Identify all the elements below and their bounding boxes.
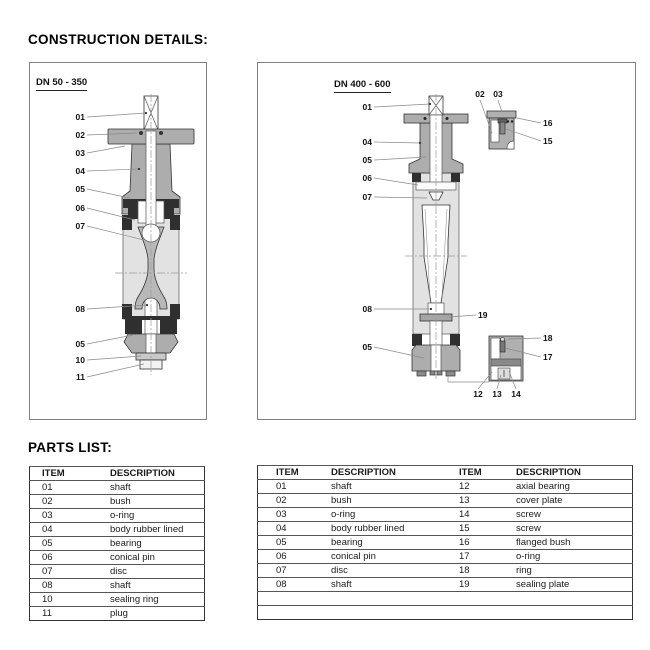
table-cell bbox=[516, 606, 633, 620]
callout-03: 03 bbox=[75, 148, 85, 158]
table-cell bbox=[459, 592, 516, 606]
callout-15: 15 bbox=[543, 136, 553, 146]
callout-05: 05 bbox=[75, 184, 85, 194]
table-row bbox=[258, 592, 633, 606]
table-cell: 07 bbox=[258, 564, 332, 578]
detail-inset-bottom bbox=[489, 336, 523, 381]
table-row bbox=[30, 579, 205, 593]
table-row bbox=[258, 578, 633, 592]
callout-04: 04 bbox=[362, 137, 372, 147]
callout-08: 08 bbox=[362, 304, 372, 314]
callout-08: 08 bbox=[75, 304, 85, 314]
callout-02: 02 bbox=[75, 130, 85, 140]
table-cell bbox=[258, 592, 332, 606]
callout-labels bbox=[76, 112, 86, 382]
table-row bbox=[30, 593, 205, 607]
table-cell: conical pin bbox=[331, 550, 459, 564]
column-header: DESCRIPTION bbox=[516, 466, 633, 480]
table-row bbox=[30, 481, 205, 495]
bush-mark bbox=[424, 117, 427, 120]
table-cell: disc bbox=[110, 565, 205, 579]
callout-11: 11 bbox=[76, 372, 85, 382]
callout-06: 06 bbox=[362, 173, 372, 183]
bottom-packing-left bbox=[125, 318, 142, 334]
table-cell: 17 bbox=[459, 550, 516, 564]
table-cell: 10 bbox=[30, 593, 111, 607]
table-cell: o-ring bbox=[331, 508, 459, 522]
callout-13: 13 bbox=[492, 389, 502, 399]
table-header bbox=[258, 466, 633, 480]
table-row bbox=[258, 564, 633, 578]
table-row bbox=[30, 509, 205, 523]
table-cell: 11 bbox=[30, 607, 111, 621]
table-cell: bush bbox=[110, 495, 205, 509]
table-cell: 16 bbox=[459, 536, 516, 550]
parts-table-right bbox=[257, 465, 633, 620]
flanged-bush bbox=[500, 341, 505, 352]
table-cell: shaft bbox=[331, 480, 459, 494]
table-cell: 03 bbox=[30, 509, 111, 523]
callout-16: 16 bbox=[543, 118, 553, 128]
callout-04: 04 bbox=[75, 166, 85, 176]
table-header bbox=[30, 467, 205, 481]
table-cell: 06 bbox=[258, 550, 332, 564]
table-row bbox=[258, 606, 633, 620]
callout-05: 05 bbox=[362, 155, 372, 165]
dn-range-label: DN 50 - 350 bbox=[36, 77, 87, 91]
axial-bearing bbox=[491, 359, 521, 366]
table-cell bbox=[331, 606, 459, 620]
table-cell: o-ring bbox=[516, 550, 633, 564]
callout-06: 06 bbox=[75, 203, 85, 213]
table-cell: o-ring bbox=[110, 509, 205, 523]
column-header: DESCRIPTION bbox=[331, 466, 459, 480]
table-row bbox=[30, 565, 205, 579]
table-cell: flanged bush bbox=[516, 536, 633, 550]
table-cell: 05 bbox=[30, 537, 111, 551]
callout-10: 10 bbox=[75, 355, 85, 365]
table-cell: shaft bbox=[110, 481, 205, 495]
table-cell: body rubber lined bbox=[110, 523, 205, 537]
screw bbox=[500, 122, 505, 134]
diagram-panel-dn400-600 bbox=[257, 62, 636, 420]
table-row bbox=[258, 522, 633, 536]
parts-list-title: PARTS LIST: bbox=[28, 440, 113, 455]
callout-07: 07 bbox=[75, 221, 85, 231]
table-cell: 02 bbox=[258, 494, 332, 508]
callout-05b: 05 bbox=[362, 342, 372, 352]
table-cell: screw bbox=[516, 508, 633, 522]
table-cell: 06 bbox=[30, 551, 111, 565]
callout-03: 03 bbox=[493, 89, 503, 99]
column-header: DESCRIPTION bbox=[110, 467, 205, 481]
callout-17: 17 bbox=[543, 352, 553, 362]
parts-table-left bbox=[29, 466, 205, 621]
table-cell: 05 bbox=[258, 536, 332, 550]
table-cell: 14 bbox=[459, 508, 516, 522]
table-cell: disc bbox=[331, 564, 459, 578]
callout-14: 14 bbox=[511, 389, 521, 399]
table-cell: 01 bbox=[30, 481, 111, 495]
header-row bbox=[258, 466, 633, 480]
callout-07: 07 bbox=[362, 192, 372, 202]
table-cell: 12 bbox=[459, 480, 516, 494]
table-cell: conical pin bbox=[110, 551, 205, 565]
table-cell: plug bbox=[110, 607, 205, 621]
table-row bbox=[258, 480, 633, 494]
callout-05b: 05 bbox=[75, 339, 85, 349]
table-row bbox=[258, 508, 633, 522]
detail-inset-top bbox=[487, 111, 516, 149]
table-row bbox=[30, 523, 205, 537]
table-cell: shaft bbox=[110, 579, 205, 593]
callout-12: 12 bbox=[473, 389, 483, 399]
column-header: ITEM bbox=[30, 467, 111, 481]
table-cell bbox=[516, 592, 633, 606]
callout-18: 18 bbox=[543, 333, 553, 343]
valve-cross-section-dn400-600 bbox=[258, 63, 635, 419]
table-row bbox=[30, 495, 205, 509]
table-cell: 02 bbox=[30, 495, 111, 509]
table-cell: 01 bbox=[258, 480, 332, 494]
table-cell: 04 bbox=[30, 523, 111, 537]
table-cell bbox=[459, 606, 516, 620]
table-row bbox=[258, 494, 633, 508]
callout-19: 19 bbox=[478, 310, 488, 320]
table-cell: 08 bbox=[30, 579, 111, 593]
callout-02: 02 bbox=[475, 89, 485, 99]
table-cell: bush bbox=[331, 494, 459, 508]
table-cell bbox=[258, 606, 332, 620]
table-cell bbox=[331, 592, 459, 606]
table-row bbox=[258, 550, 633, 564]
table-cell: 15 bbox=[459, 522, 516, 536]
callout-01: 01 bbox=[75, 112, 85, 122]
valve-cross-section-dn50-350 bbox=[30, 63, 206, 419]
table-row bbox=[30, 607, 205, 621]
table-row bbox=[30, 537, 205, 551]
table-body bbox=[30, 481, 205, 621]
diagram-panel-dn50-350 bbox=[29, 62, 207, 420]
table-cell: shaft bbox=[331, 578, 459, 592]
table-cell: 19 bbox=[459, 578, 516, 592]
construction-details-title: CONSTRUCTION DETAILS: bbox=[28, 32, 209, 47]
table-row bbox=[258, 536, 633, 550]
callout-01: 01 bbox=[362, 102, 372, 112]
inset-connector bbox=[448, 376, 489, 382]
table-cell: 04 bbox=[258, 522, 332, 536]
table-cell: 18 bbox=[459, 564, 516, 578]
table-cell: body rubber lined bbox=[331, 522, 459, 536]
table-cell: screw bbox=[516, 522, 633, 536]
column-header: ITEM bbox=[459, 466, 516, 480]
table-cell: 13 bbox=[459, 494, 516, 508]
table-cell: cover plate bbox=[516, 494, 633, 508]
bottom-packing-right bbox=[160, 318, 177, 334]
bush-mark bbox=[139, 131, 143, 135]
table-cell: 07 bbox=[30, 565, 111, 579]
table-cell: ring bbox=[516, 564, 633, 578]
table-cell: 03 bbox=[258, 508, 332, 522]
table-cell: bearing bbox=[110, 537, 205, 551]
header-row bbox=[30, 467, 205, 481]
table-cell: sealing ring bbox=[110, 593, 205, 607]
table-cell: 08 bbox=[258, 578, 332, 592]
o-ring-mark bbox=[159, 131, 163, 135]
table-cell: axial bearing bbox=[516, 480, 633, 494]
dn-range-label: DN 400 - 600 bbox=[334, 79, 391, 93]
table-cell: bearing bbox=[331, 536, 459, 550]
table-body bbox=[258, 480, 633, 620]
table-row bbox=[30, 551, 205, 565]
o-ring-mark bbox=[446, 117, 449, 120]
column-header: ITEM bbox=[258, 466, 332, 480]
table-cell: sealing plate bbox=[516, 578, 633, 592]
